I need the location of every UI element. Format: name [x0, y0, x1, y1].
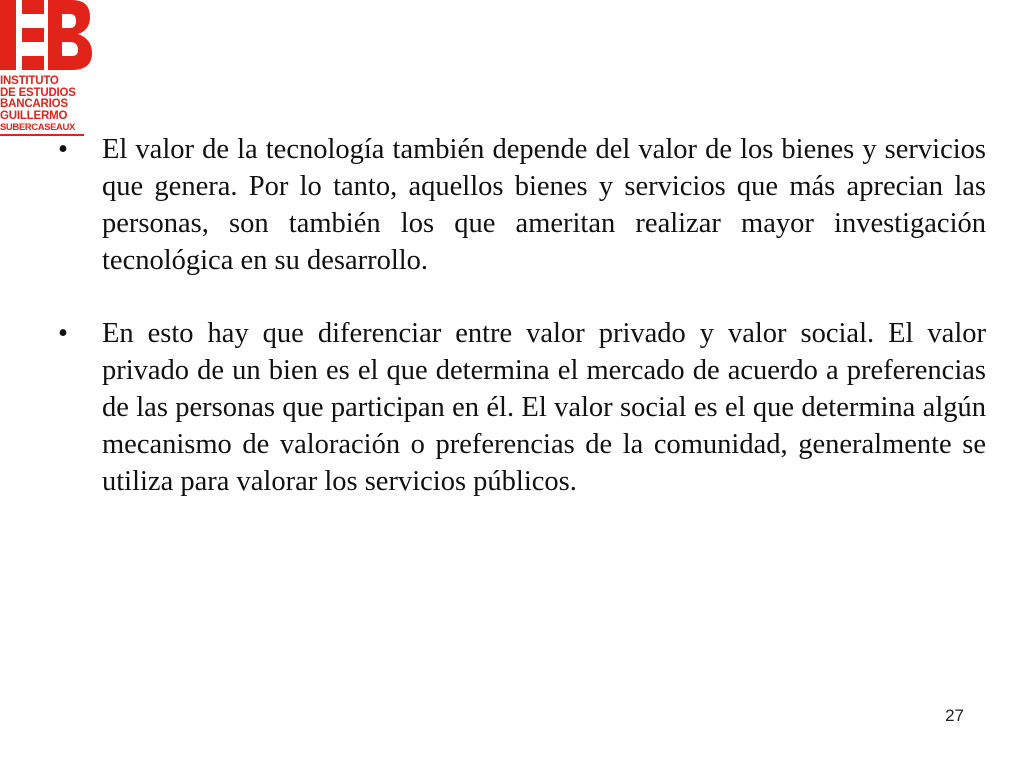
logo-line: SUBERCASEAUX — [0, 122, 75, 133]
logo-line: INSTITUTO — [0, 75, 59, 87]
bullet-text: En esto hay que diferenciar entre valor privado y valor social. El valor privado de un bien es el que determina el mercado de acuerdo a preferencias de las personas que participan en él. El valor social es el que determina algún mecanismo de valoración o preferencias de la comunidad, generalmente se utiliza para valorar los servicios públicos. — [102, 318, 986, 497]
institution-logo — [0, 0, 96, 140]
bullet-item — [58, 131, 986, 279]
logo-line: GUILLERMO — [0, 109, 68, 122]
bullet-text: El valor de la tecnología también depende del valor de los bienes y servicios que genera. Por lo tanto, aquellos bienes y servicios que más aprecian las personas, son también los que ameritan realizar mayor investigación tecnológica en su desarrollo. — [102, 134, 986, 276]
logo-line: BANCARIOS — [0, 98, 68, 110]
slide-body — [58, 131, 986, 536]
logo-wordmark — [0, 76, 96, 134]
page-number: 27 — [945, 706, 964, 725]
bullet-icon: • — [58, 318, 68, 349]
bullet-icon: • — [58, 134, 68, 165]
ieb-logo-mark-icon — [0, 0, 96, 72]
bullet-item — [58, 315, 986, 500]
logo-line: DE ESTUDIOS — [0, 86, 76, 99]
